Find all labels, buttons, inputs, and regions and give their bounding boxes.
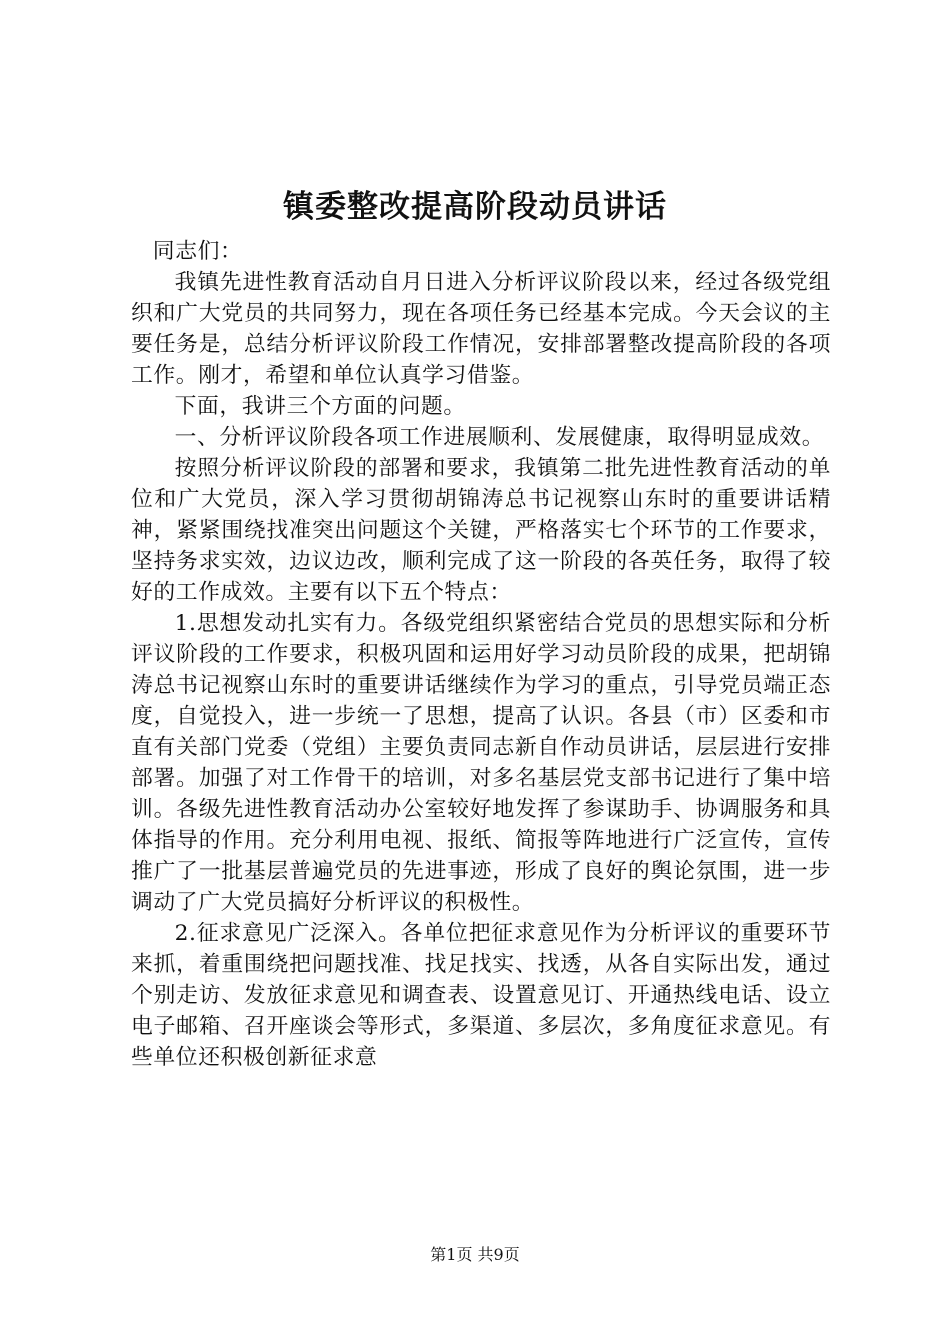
paragraph-point-2: 2.征求意见广泛深入。各单位把征求意见作为分析评议的重要环节来抓，着重围绕把问题找准、找足找实、找透，从各自实际出发，通过个别走访、发放征求意见和调查表、设置意见订、开通热线电话、设立电子邮箱、召开座谈会等形式，多渠道、多层次，多角度征求意见。有些单位还积极创新征求意: [131, 921, 831, 1070]
paragraph-outline: 下面，我讲三个方面的问题。: [174, 394, 466, 419]
salutation: 同志们：: [152, 239, 243, 264]
paragraph-section-1: 按照分析评议阶段的部署和要求，我镇第二批先进性教育活动的单位和广大党员，深入学习贯彻胡锦涛总书记视察山东时的重要讲话精神，紧紧围绕找准突出问题这个关键，严格落实七个环节的工作要求，坚持务求实效，边议边改，顺利完成了这一阶段的各英任务，取得了较好的工作成效。主要有以下五个特点：: [131, 456, 831, 605]
page-number: 第1页 共9页: [430, 1245, 520, 1264]
document-title: 镇委整改提高阶段动员讲话: [283, 189, 667, 225]
paragraph-intro: 我镇先进性教育活动自月日进入分析评议阶段以来，经过各级党组织和广大党员的共同努力，现在各项任务已经基本完成。今天会议的主要任务是，总结分析评议阶段工作情况，安排部署整改提高阶段的各项工作。刚才，希望和单位认真学习借鉴。: [131, 270, 831, 388]
document-body: [131, 236, 831, 1073]
section-heading-1: 一、分析评议阶段各项工作进展顺利、发展健康，取得明显成效。: [174, 425, 825, 450]
paragraph-point-1: 1.思想发动扎实有力。各级党组织紧密结合党员的思想实际和分析评议阶段的工作要求，积极巩固和运用好学习动员阶段的成果，把胡锦涛总书记视察山东时的重要讲话继续作为学习的重点，引导党员端正态度，自觉投入，进一步统一了思想，提高了认识。各县（市）区委和市直有关部门党委（党组）主要负责同志新自作动员讲话，层层进行安排部署。加强了对工作骨干的培训，对多名基层党支部书记进行了集中培训。各级先进性教育活动办公室较好地发挥了参谋助手、协调服务和具体指导的作用。充分利用电视、报纸、简报等阵地进行广泛宣传，宣传推广了一批基层普遍党员的先进事迹，形成了良好的舆论氛围，进一步调动了广大党员搞好分析评议的积极性。: [131, 611, 831, 915]
